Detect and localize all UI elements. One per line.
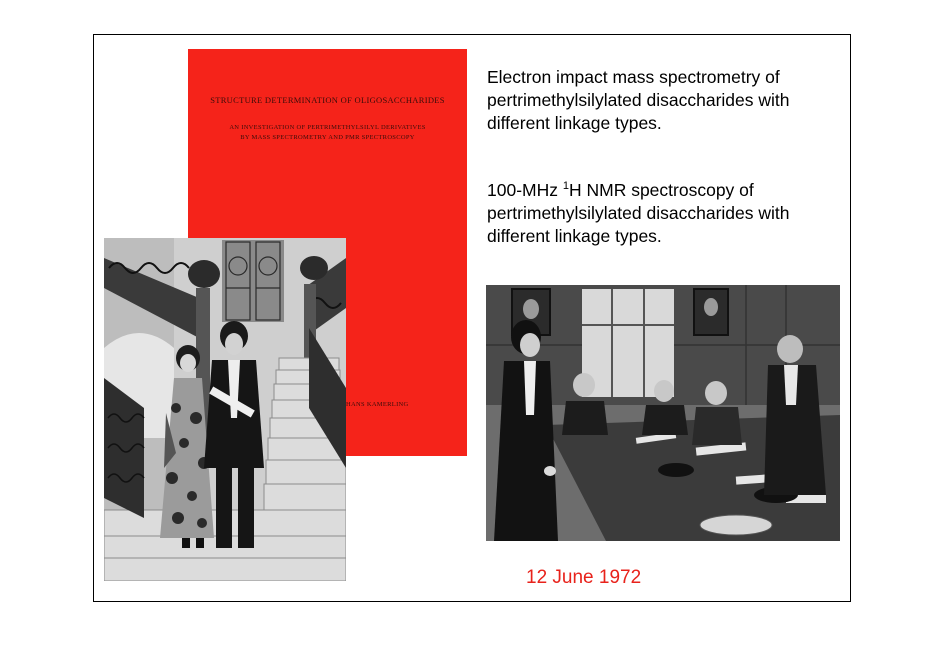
nmr-spectroscopy-description	[487, 179, 837, 248]
thesis-subtitle-line2: BY MASS SPECTROMETRY AND PMR SPECTROSCOPY	[240, 134, 415, 141]
nmr-prefix: 100-MHz	[487, 180, 563, 200]
nmr-suffix: H NMR spectroscopy of pertrimethylsilylated disaccharides with different linkage types.	[487, 180, 790, 246]
ceremony-date: 12 June 1972	[526, 567, 642, 588]
thesis-title: STRUCTURE DETERMINATION OF OLIGOSACCHARIDES	[210, 95, 445, 105]
ceremony-photo	[486, 285, 840, 541]
ceremony-photo-image	[486, 285, 840, 541]
staircase-photo	[104, 238, 346, 581]
thesis-subtitle	[218, 123, 437, 143]
nmr-superscript: 1	[562, 180, 569, 192]
thesis-author: HANS KAMERLING	[346, 401, 409, 408]
staircase-photo-image	[104, 238, 346, 581]
mass-spectrometry-description: Electron impact mass spectrometry of pertrimethylsilylated disaccharides with different linkage types.	[487, 67, 790, 133]
thesis-subtitle-line1: AN INVESTIGATION OF PERTRIMETHYLSILYL DERIVATIVES	[229, 124, 426, 131]
